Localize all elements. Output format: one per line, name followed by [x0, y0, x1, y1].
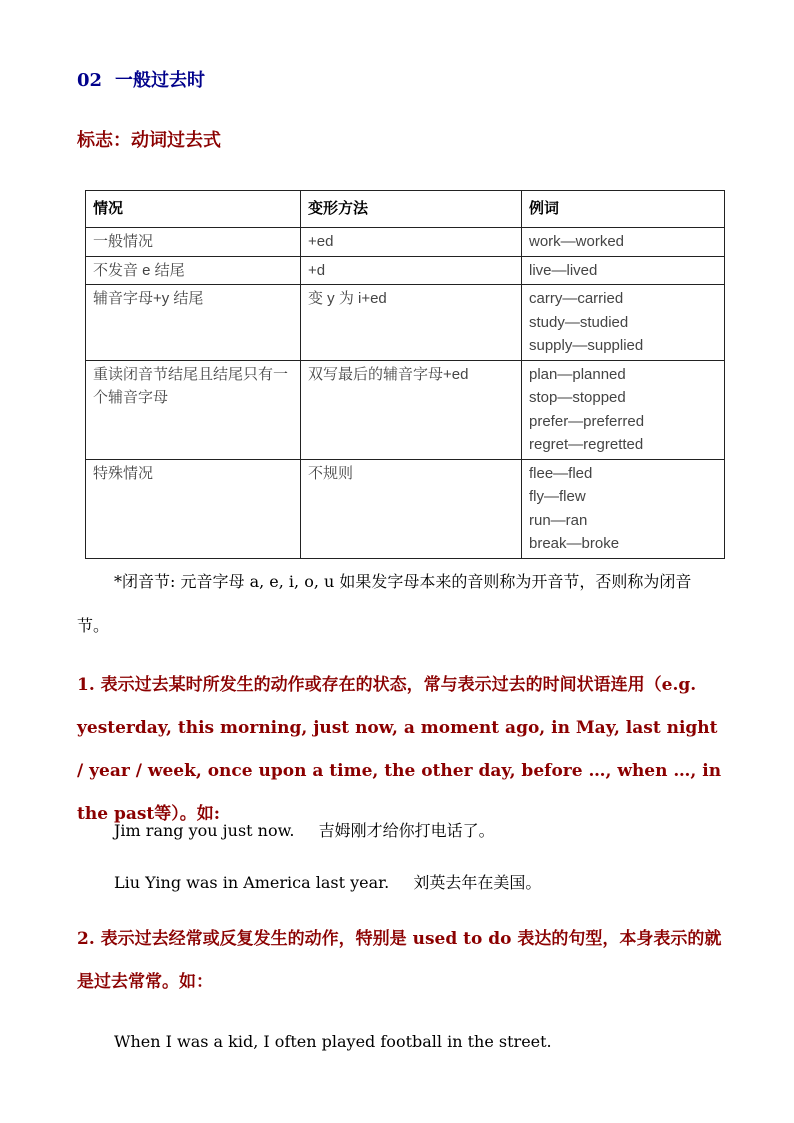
- rule-2-example-1: [114, 1032, 552, 1051]
- example-word: live—lived: [529, 261, 598, 279]
- header-examples: 例词: [522, 191, 725, 228]
- example-word: fly—flew: [529, 488, 586, 505]
- cell-method: 双写最后的辅音字母+ed: [301, 360, 522, 459]
- example-word: flee—fled: [529, 464, 593, 482]
- section-title: 一般过去时: [115, 70, 205, 91]
- rule-2-label: 2.: [77, 929, 95, 949]
- example-word: break—broke: [529, 535, 620, 552]
- example-word: regret—regretted: [529, 436, 644, 453]
- example-chinese: 吉姆刚才给你打电话了。: [318, 821, 495, 840]
- header-method: 变形方法: [301, 191, 522, 228]
- section-heading: [77, 66, 205, 92]
- cell-case: 重读闭音节结尾且结尾只有一个辅音字母: [86, 360, 301, 459]
- rule-1-text: 表示过去某时所发生的动作或存在的状态，常与表示过去的时间状语连用（e.g. yesterday, this morning, just now, a moment ago, in May, last night / year / week, once upon a time, the other day, before …, when …, in the past等）。如:: [77, 675, 722, 824]
- example-chinese: 刘英去年在美国。: [413, 873, 542, 892]
- rule-1-example-1: [114, 818, 495, 841]
- rule-1: [77, 664, 722, 836]
- marker-line: 标志：动词过去式: [77, 130, 221, 151]
- example-english: Jim rang you just now.: [114, 821, 295, 840]
- table-row: [86, 256, 725, 285]
- table-row: [86, 360, 725, 459]
- rule-2: [77, 918, 722, 1004]
- example-word: stop—stopped: [529, 389, 626, 406]
- header-case: 情况: [86, 191, 301, 228]
- cell-case: 特殊情况: [86, 459, 301, 558]
- table-header-row: [86, 191, 725, 228]
- rule-1-example-2: [114, 870, 541, 893]
- table-row: [86, 459, 725, 558]
- example-english: Liu Ying was in America last year.: [114, 873, 390, 892]
- cell-case: 一般情况: [86, 228, 301, 257]
- example-word: supply—supplied: [529, 337, 644, 354]
- cell-method: 变 y 为 i+ed: [301, 285, 522, 361]
- example-word: prefer—preferred: [529, 412, 645, 430]
- rule-2-highlight: used to do: [412, 929, 512, 949]
- example-word: carry—carried: [529, 290, 624, 307]
- rule-2-text-after: 表达的句型，本身表示的就是过去常常。如：: [77, 929, 722, 992]
- cell-method: 不规则: [301, 459, 522, 558]
- rule-1-label: 1.: [77, 675, 95, 695]
- example-word: run—ran: [529, 511, 588, 529]
- example-word: plan—planned: [529, 365, 626, 383]
- cell-case: 不发音 e 结尾: [86, 256, 301, 285]
- cell-method: +d: [301, 256, 522, 285]
- example-word: work—worked: [529, 233, 625, 250]
- section-number: 02: [77, 70, 103, 91]
- cell-examples: [522, 256, 725, 285]
- table-row: [86, 228, 725, 257]
- closed-syllable-note: *闭音节: 元音字母 a, e, i, o, u 如果发字母本来的音则称为开音节，否则称为闭音节。: [77, 572, 692, 635]
- cell-examples: [522, 459, 725, 558]
- cell-examples: [522, 360, 725, 459]
- cell-examples: [522, 285, 725, 361]
- past-tense-rules-table: [85, 190, 725, 559]
- cell-examples: [522, 228, 725, 257]
- table-row: [86, 285, 725, 361]
- rule-2-text-before: 表示过去经常或反复发生的动作，特别是: [100, 929, 413, 949]
- cell-method: +ed: [301, 228, 522, 257]
- example-word: study—studied: [529, 313, 629, 331]
- example-english: When I was a kid, I often played football in the street.: [114, 1032, 552, 1051]
- cell-case: 辅音字母+y 结尾: [86, 285, 301, 361]
